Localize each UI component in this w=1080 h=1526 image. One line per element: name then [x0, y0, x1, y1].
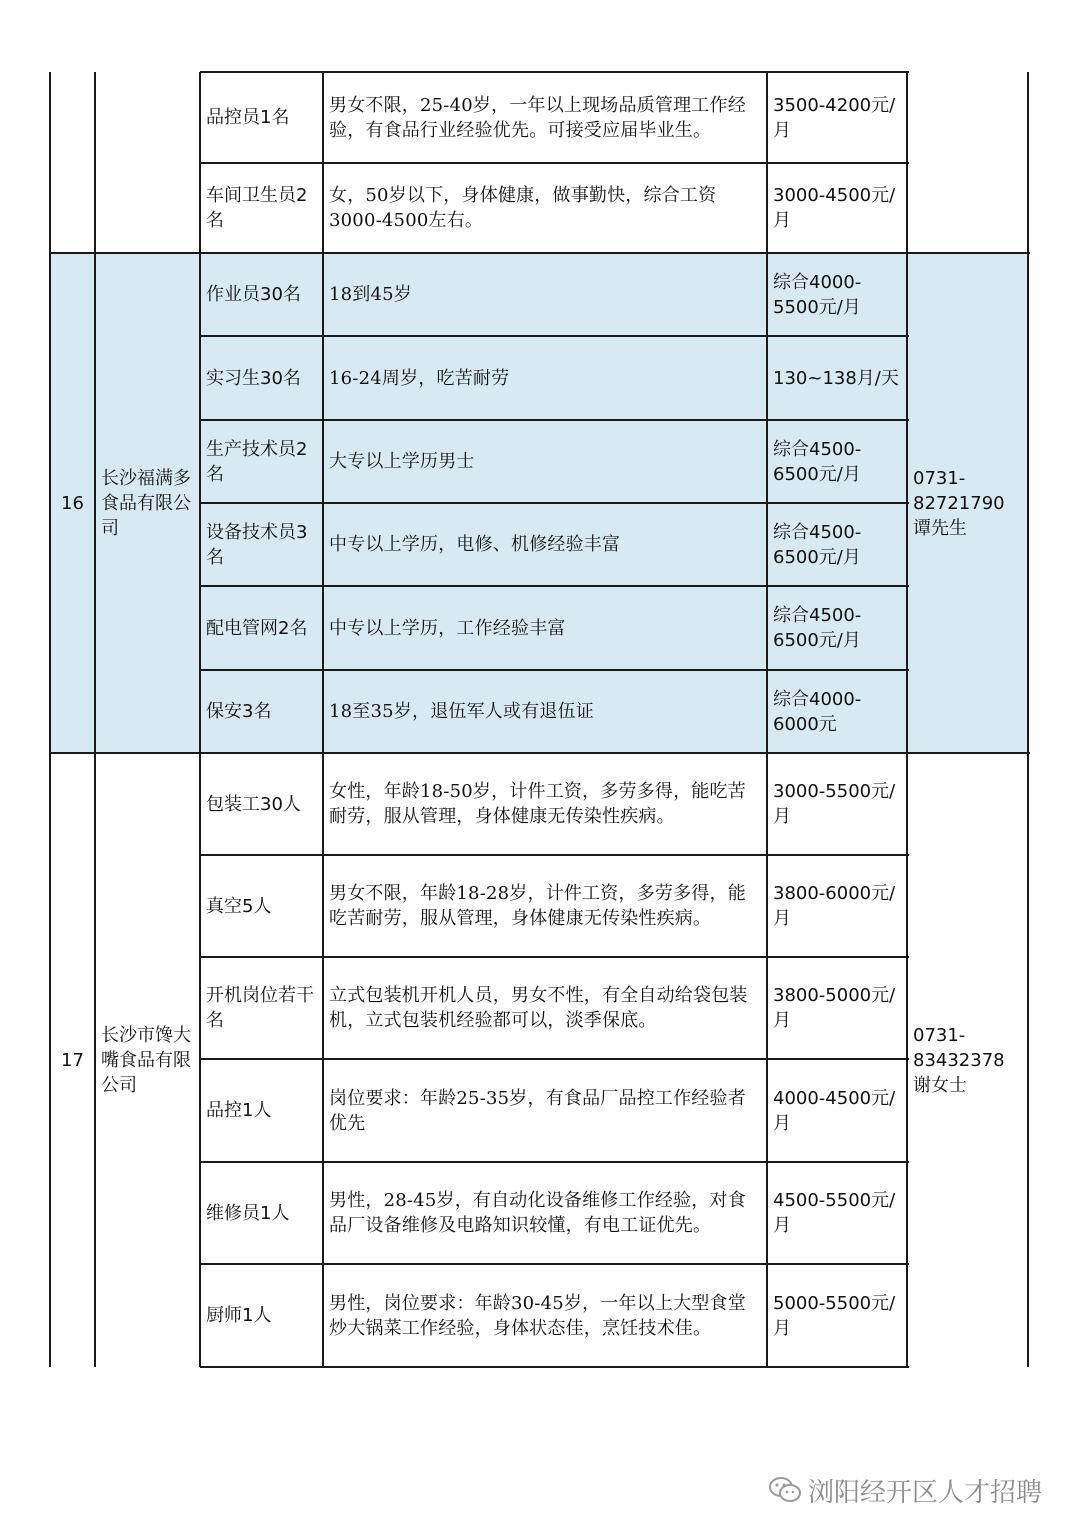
job-title: 品控1人	[206, 1100, 272, 1121]
column-line	[322, 72, 324, 1367]
contact-info: 0731-82721790谭先生	[913, 467, 1005, 539]
job-title: 包装工30人	[206, 793, 301, 815]
row-divider	[200, 1263, 909, 1265]
salary: 3000-5500元/月	[773, 781, 896, 827]
company-name	[95, 72, 200, 253]
column-line	[49, 72, 51, 1367]
salary: 综合4500-6500元/月	[773, 438, 862, 485]
company-name: 长沙福满多食品有限公司	[101, 467, 191, 539]
job-requirements: 男女不限，年龄18-28岁，计件工资，多劳多得，能吃苦耐劳，服从管理，身体健康无传染性疾病。	[329, 883, 746, 929]
job-title: 品控员1名	[206, 107, 290, 128]
row-divider	[200, 585, 909, 587]
job-title: 设备技术员3名	[206, 521, 308, 568]
job-requirements: 立式包装机开机人员，男女不性，有全自动给袋包装机，立式包装机经验都可以，淡季保底。	[329, 985, 748, 1031]
job-requirements: 大专以上学历男士	[329, 451, 475, 472]
job-requirements: 男性，28-45岁，有自动化设备维修工作经验，对食品厂设备维修及电路知识较懂，有电工证优先。	[329, 1190, 746, 1236]
job-title: 作业员30名	[206, 284, 301, 305]
column-line	[199, 72, 201, 1367]
salary: 3000-4500元/月	[773, 185, 896, 231]
group-divider	[50, 752, 1030, 754]
row-divider	[200, 854, 909, 856]
column-line	[94, 72, 96, 1367]
job-requirements: 岗位要求：年龄25-35岁，有食品厂品控工作经验者优先	[329, 1087, 746, 1134]
row-divider	[200, 1058, 909, 1060]
job-title: 保安3名	[206, 701, 272, 722]
company-number: 17	[61, 1049, 84, 1071]
salary: 4000-4500元/月	[773, 1087, 896, 1134]
watermark-text: 浏阳经开区人才招聘	[808, 1477, 1043, 1508]
salary: 综合4000-6000元	[773, 688, 862, 735]
salary: 综合4500-6500元/月	[773, 605, 862, 651]
salary: 5000-5500元/月	[773, 1292, 896, 1339]
job-title: 真空5人	[206, 895, 272, 917]
company-number	[50, 72, 95, 253]
column-line	[906, 72, 908, 1367]
salary: 130~138月/天	[773, 367, 899, 389]
job-requirements: 中专以上学历，工作经验丰富	[329, 617, 566, 639]
salary: 综合4000-5500元/月	[773, 271, 862, 318]
company-name: 长沙市馋大嘴食品有限公司	[101, 1024, 191, 1096]
job-requirements: 16-24周岁，吃苦耐劳	[329, 367, 510, 389]
wechat-icon	[768, 1476, 802, 1504]
salary: 综合4500-6500元/月	[773, 521, 862, 568]
salary: 3500-4200元/月	[773, 94, 896, 141]
row-divider	[200, 502, 909, 504]
group-divider	[50, 252, 1030, 254]
salary: 4500-5500元/月	[773, 1190, 896, 1236]
job-title: 生产技术员2名	[206, 438, 308, 485]
job-title: 维修员1人	[206, 1202, 290, 1224]
job-title: 车间卫生员2名	[206, 185, 308, 231]
job-requirements: 女性，年龄18-50岁，计件工资，多劳多得，能吃苦耐劳，服从管理，身体健康无传染性疾病。	[329, 781, 746, 827]
table-top-border	[200, 71, 909, 73]
contact-info	[907, 72, 1028, 253]
job-requirements: 女，50岁以下，身体健康，做事勤快，综合工资3000-4500左右。	[329, 185, 717, 231]
job-title: 开机岗位若干名	[206, 985, 314, 1031]
row-divider	[200, 419, 909, 421]
salary: 3800-5000元/月	[773, 985, 896, 1031]
job-requirements: 男女不限，25-40岁，一年以上现场品质管理工作经验，有食品行业经验优先。可接受应届毕业生。	[329, 94, 746, 141]
watermark	[768, 1470, 1058, 1510]
job-title: 配电管网2名	[206, 617, 308, 639]
contact-info: 0731-83432378谢女士	[913, 1024, 1005, 1096]
salary: 3800-6000元/月	[773, 883, 896, 929]
job-requirements: 18到45岁	[329, 284, 413, 305]
column-line	[766, 72, 768, 1367]
row-divider	[200, 335, 909, 337]
table-bottom-border	[200, 1366, 909, 1368]
column-line	[1027, 72, 1029, 1367]
job-requirements: 男性，岗位要求：年龄30-45岁，一年以上大型食堂炒大锅菜工作经验，身体状态佳，烹饪技术佳。	[329, 1292, 746, 1339]
row-divider	[200, 956, 909, 958]
job-title: 实习生30名	[206, 367, 301, 389]
row-divider	[200, 669, 909, 671]
company-number: 16	[61, 492, 84, 514]
row-divider	[200, 1161, 909, 1163]
job-requirements: 18至35岁，退伍军人或有退伍证	[329, 701, 595, 722]
row-divider	[200, 162, 909, 164]
job-requirements: 中专以上学历，电修、机修经验丰富	[329, 534, 621, 555]
job-title: 厨师1人	[206, 1305, 272, 1326]
